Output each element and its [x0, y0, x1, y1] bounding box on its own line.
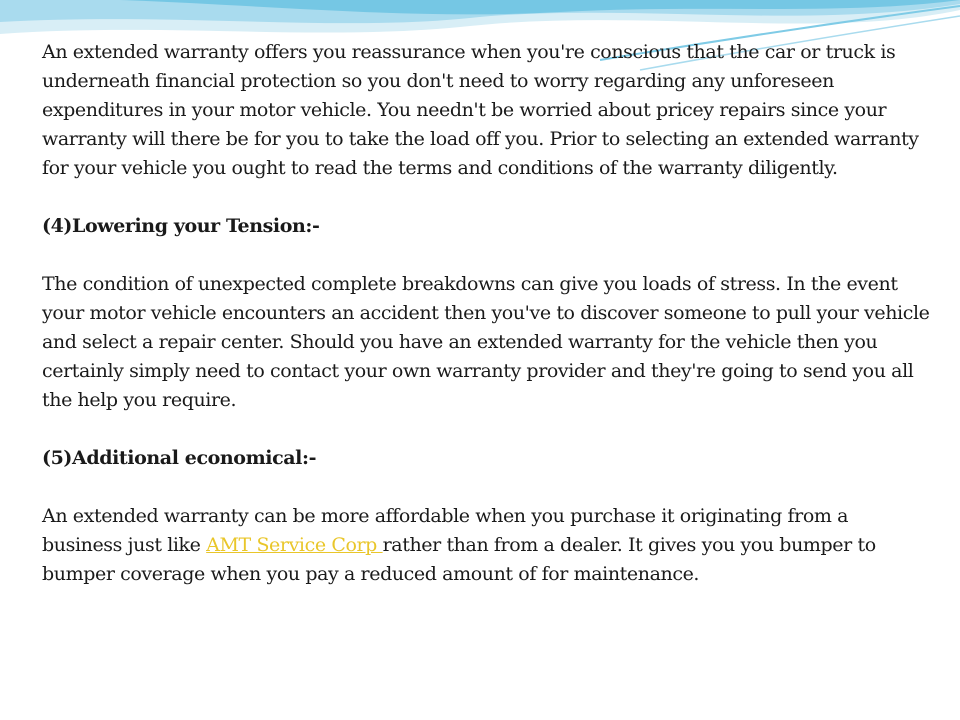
economical-text-before: An extended warranty can be more affordable when you purchase it originating from a business just like	[42, 505, 849, 556]
section-heading-lowering-tension: (4)Lowering your Tension:-	[42, 215, 320, 237]
amt-service-corp-link[interactable]: AMT Service Corp	[206, 534, 383, 556]
slide-body	[42, 38, 932, 589]
economical-text-after: rather than from a dealer. It gives you you bumper to bumper coverage when you pay a reduced amount of for maintenance.	[42, 534, 876, 585]
economical-paragraph	[42, 502, 932, 589]
tension-paragraph: The condition of unexpected complete breakdowns can give you loads of stress. In the event your motor vehicle encounters an accident then you've to discover someone to pull your vehicle and select a repair center. Should you have an extended warranty for the vehicle then you certainly simply need to contact your own warranty provider and they're going to send you all the help you require.	[42, 273, 930, 411]
section-heading-economical: (5)Additional economical:-	[42, 447, 317, 469]
intro-paragraph: An extended warranty offers you reassurance when you're conscious that the car or truck is underneath financial protection so you don't need to worry regarding any unforeseen expenditures in your motor vehicle. You needn't be worried about pricey repairs since your warranty will there be for you to take the load off you. Prior to selecting an extended warranty for your vehicle you ought to read the terms and conditions of the warranty diligently.	[42, 41, 919, 179]
